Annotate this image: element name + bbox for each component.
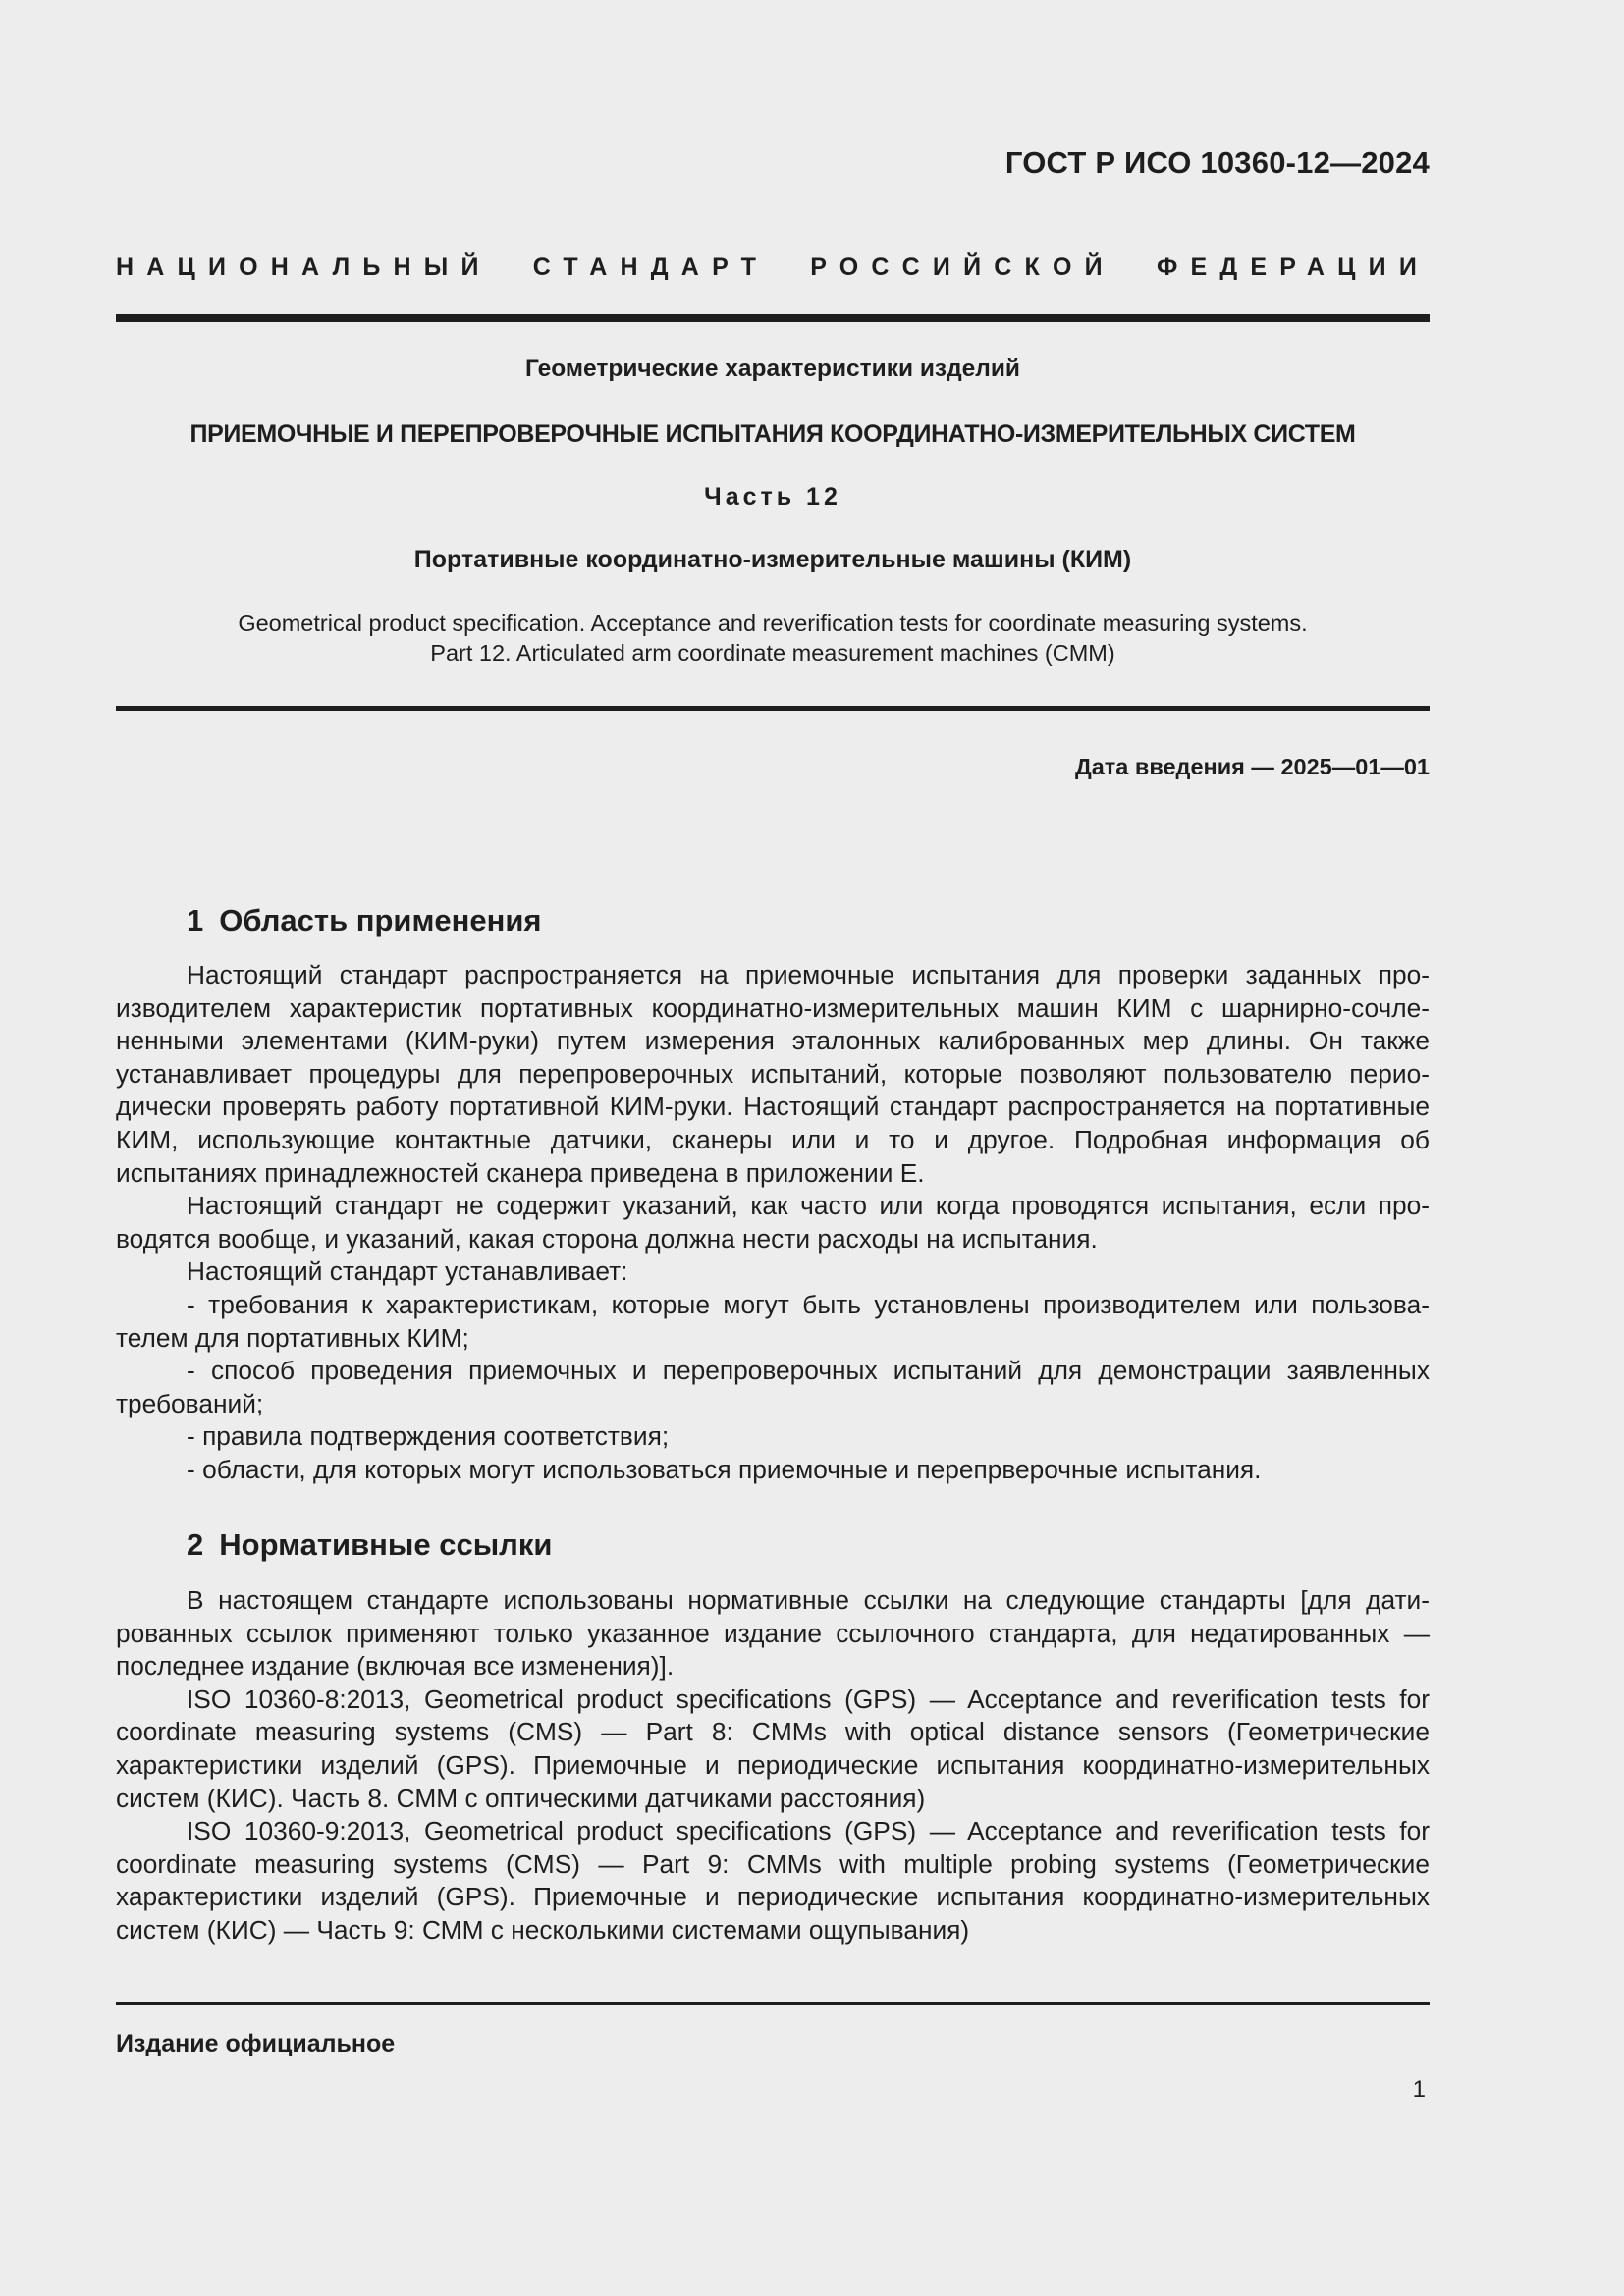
section-1-list-item: - правила подтверждения соответствия; (187, 1421, 670, 1452)
section-1-paragraph: Настоящий стандарт распространяется на приемочные испытания для проверки заданных производителем характеристик портативных координатно-измерительных машин КИМ с шарнирно-сочлененными элементами (КИМ-руки) путем измерения эталонных калиброванных мер длины. Он также устанавливает процедуры для перепроверочных испытаний, которые позволяют пользователю периодически проверять работу портативной КИМ-руки. Настоящий стандарт распространяется на портативные КИМ, использующие контактные датчики, сканеры или и то и другое. Подробная информация об испытаниях принадлежностей сканера приведена в приложении Е. (116, 960, 1430, 1188)
part-label: Часть 12 (704, 483, 841, 510)
official-edition-label: Издание официальное (116, 2030, 396, 2057)
section-2-paragraph: В настоящем стандарте использованы нормативные ссылки на следующие стандарты [для датированных ссылок применяют только указанное издание ссылочного стандарта, для недатированных — последнее издание (включая все изменения)]. (116, 1585, 1430, 1682)
top-divider (116, 314, 1430, 322)
section-1-paragraph: Настоящий стандарт устанавливает: (187, 1256, 628, 1287)
national-standard-heading: НАЦИОНАЛЬНЫЙ СТАНДАРТ РОССИЙСКОЙ ФЕДЕРАЦИИ (116, 253, 1430, 281)
section-1-list-item: - области, для которых могут использоваться приемочные и перепрверочные испытания. (187, 1454, 1262, 1484)
normative-reference: ISO 10360-9:2013, Geometrical product specifications (GPS) — Acceptance and reverification tests for coordinate measuring systems (CMS) — Part 9: CMMs with multiple probing systems (Геометрические характеристики изделий (GPS). Приемочные и периодические испытания координатно-измерительных систем (КИС) — Часть 9: СММ с несколькими системами ощупывания) (116, 1816, 1430, 1945)
section-1-heading (187, 903, 542, 938)
section-1-number: 1 (187, 903, 204, 937)
english-title-line-1: Geometrical product specification. Acceptance and reverification tests for coordinate measuring systems. (238, 611, 1308, 636)
subject-title: Геометрические характеристики изделий (525, 355, 1020, 382)
section-2-number: 2 (187, 1527, 204, 1562)
english-title (116, 609, 1430, 667)
english-title-line-2: Part 12. Articulated arm coordinate measurement machines (CMM) (430, 640, 1115, 666)
introduction-date: Дата введения — 2025—01—01 (1074, 754, 1430, 779)
title-divider (116, 706, 1430, 711)
section-2-body (116, 1584, 1430, 1948)
footer-divider (116, 2002, 1430, 2005)
document-page (116, 0, 1430, 2296)
part-title: Портативные координатно-измерительные машины (КИМ) (413, 546, 1132, 573)
section-2-title: Нормативные ссылки (219, 1527, 553, 1562)
main-title: ПРИЕМОЧНЫЕ И ПЕРЕПРОВЕРОЧНЫЕ ИСПЫТАНИЯ КООРДИНАТНО-ИЗМЕРИТЕЛЬНЫХ СИСТЕМ (189, 420, 1356, 448)
page-number: 1 (1412, 2076, 1426, 2103)
normative-reference: ISO 10360-8:2013, Geometrical product specifications (GPS) — Acceptance and reverification tests for coordinate measuring systems (CMS) — Part 8: CMMs with optical distance sensors (Геометрические характеристики изделий (GPS). Приемочные и периодические испытания координатно-измерительных систем (КИС). Часть 8. СММ с оптическими датчиками расстояния) (116, 1683, 1430, 1813)
section-1-list-item: - требования к характеристикам, которые могут быть установлены производителем или пользователем для портативных КИМ; (116, 1289, 1430, 1353)
section-2-heading (187, 1527, 552, 1563)
section-1-paragraph: Настоящий стандарт не содержит указаний, как часто или когда проводятся испытания, если проводятся вообще, и указаний, какая сторона должна нести расходы на испытания. (116, 1191, 1430, 1254)
section-1-list-item: - способ проведения приемочных и перепроверочных испытаний для демонстрации заявленных требований; (116, 1356, 1430, 1418)
document-code: ГОСТ Р ИСО 10360-12—2024 (1004, 145, 1430, 180)
section-1-body (116, 959, 1430, 1487)
section-1-title: Область применения (219, 903, 542, 937)
